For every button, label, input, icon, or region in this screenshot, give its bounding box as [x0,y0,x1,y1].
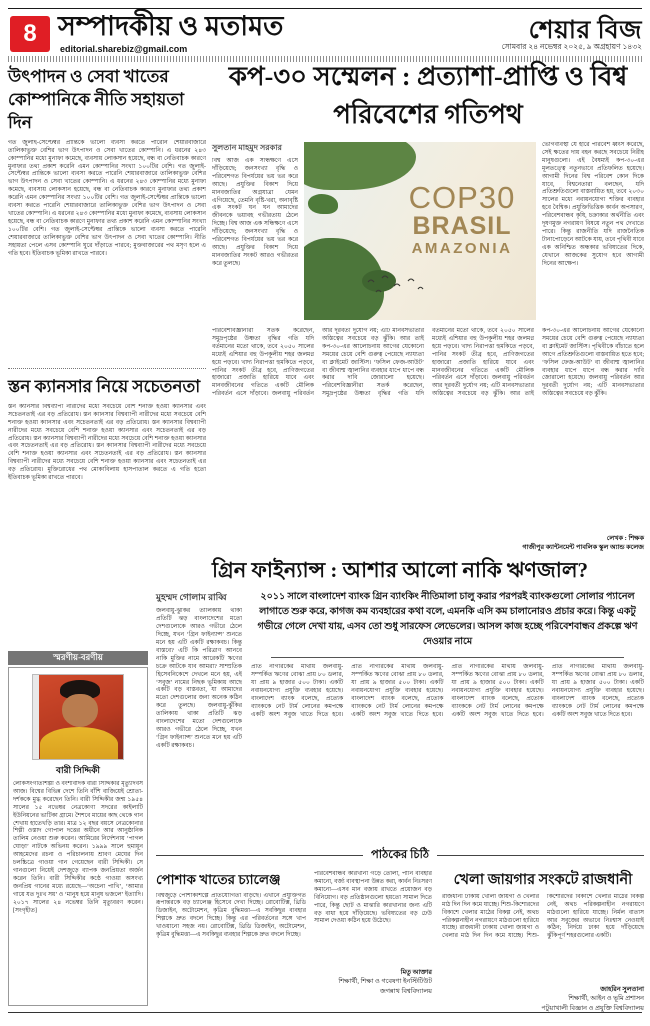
letter-playgrounds-signature [442,985,644,1013]
cop30-body-columns: পরিবেশবিজ্ঞানীরা সতর্ক করেছেন, সমুদ্রপৃষ্ঠের উষ্ণতা বৃদ্ধির গতি যদি বর্তমানের মতো থাকে, তবে ২০৫০ সালের মধ্যেই এশিয়ার বহু উপকূলীয় শহর জলমগ্ন হয়ে পড়বে। খাদ্য নিরাপত্তা হুমকিতে পড়বে, পানির সংকট তীব্র হবে, প্রাণিজগতের হাজারো প্রজাতি হারিয়ে যাবে এবং মানবজীবনের গতিতে একটি মৌলিক পরিবর্তন এসে দাঁড়াবে। জলবায়ু পরিবর্তন আর দূরবর্তী দুর্যোগ নয়; এটি মানবসভ্যতার অস্তিত্বের সবচেয়ে বড় ঝুঁকি। আর তাই কপ-৩০-এর আলোচনায় আগের যেকোনো সময়ের চেয়ে বেশি গুরুত্ব পেয়েছে ন্যায্যতা বা ক্লাইমেট জাস্টিস। ‘ফসিল ফেজ-আউট’ বা জীবাশ্ম জ্বালানির ব্যবহার ধাপে ধাপে বন্ধ করার দাবি জোরালো হয়েছে। পরিবেশবিজ্ঞানীরা সতর্ক করেছেন, সমুদ্রপৃষ্ঠের উষ্ণতা বৃদ্ধির গতি যদি বর্তমানের মতো থাকে, তবে ২০৫০ সালের মধ্যেই এশিয়ার বহু উপকূলীয় শহর জলমগ্ন হয়ে পড়বে। খাদ্য নিরাপত্তা হুমকিতে পড়বে, পানির সংকট তীব্র হবে, প্রাণিজগতের হাজারো প্রজাতি হারিয়ে যাবে এবং মানবজীবনের গতিতে একটি মৌলিক পরিবর্তন এসে দাঁড়াবে। জলবায়ু পরিবর্তন আর দূরবর্তী দুর্যোগ নয়; এটি মানবসভ্যতার অস্তিত্বের সবচেয়ে বড় ঝুঁকি। আর তাই কপ-৩০-এর আলোচনায় আগের যেকোনো সময়ের চেয়ে বেশি গুরুত্ব পেয়েছে ন্যায্যতা বা ক্লাইমেট জাস্টিস। পৃথিবীকে বাঁচাতে হলে আগে প্রতিশ্রুতিগুলো বাস্তবায়িত হতে হবে; ‘ফসিল ফেজ-আউট’ বা জীবাশ্ম জ্বালানির ব্যবহার ধাপে ধাপে বন্ধ করার দাবি জোরালো হয়েছে। জলবায়ু পরিবর্তন আর দূরবর্তী দুর্যোগ নয়; এটি মানবসভ্যতার অস্তিত্বের সবচেয়ে বড় ঝুঁকি। [212,328,644,398]
cop30-right-text: ভোগব্যবস্থা যে হারে পরিবেশ ধ্বংস করেছে, সেই ক্ষতের দায় বহন করছে সবচেয়ে নিরীহ মানুষগুলো। এই বৈষম্যই কপ-৩০-এর মূলতত্ত্বে নতুনভাবে প্রতিফলিত হয়েছে। আগামী দিনের বিশ্ব পরিবেশ কোন দিকে যাবে, বিশ্বনেতারা বলছেন, যদি প্রতিশ্রুতিগুলো বাস্তবায়িত হয়, তবে ২০৩০ সালের মধ্যে নবায়নযোগ্য শক্তির ব্যবহার হবে বৈশ্বিক। প্রযুক্তিভিত্তিক কার্বন অপসারণ, পরিবেশবান্ধব কৃষি, চক্রাকার অর্থনীতি এবং দূষণমুক্ত নগরায়ণ বিষয়ে নতুন পথ দেখাতে পারে। কিন্তু রাজনীতি যদি রাজনৈতিক টানাপোড়েনে আটকে যায়, তবে পৃথিবী যাবে এক অনিশ্চিত অন্ধকার ভবিষ্যতের দিকে, যেখানে আজকের সুযোগ হবে আগামী দিনের আক্ষেপ। [542,142,644,267]
editorial-1-body: গত জুলাই-সেপ্টেম্বর প্রান্তিকে ভালো ব্যবসা করতে পারেনি শেয়ারবাজারে তালিকাভুক্ত বেশির ভাগ উৎপাদন ও সেবা খাতের কোম্পানি। এ ধরনের ২৪৩ কোম্পানির মধ্যে মুনাফা কমেছে, ব্যবসায় লোকসান হয়েছে, বন্ধ বা নেতিবাচক কারণে মুনাফার তথ্য প্রকাশ করেনি এমন কোম্পানির সংখ্যা ১০০টির বেশি। গত জুলাই-সেপ্টেম্বর প্রান্তিকে ভালো ব্যবসা করতে পারেনি শেয়ারবাজারে তালিকাভুক্ত বেশির ভাগ উৎপাদন ও সেবা খাতের কোম্পানি। এ ধরনের ২৪৩ কোম্পানির মধ্যে মুনাফা কমেছে, ব্যবসায় লোকসান হয়েছে, বন্ধ বা নেতিবাচক কারণে মুনাফার তথ্য প্রকাশ করেনি এমন কোম্পানির সংখ্যা ১০০টির বেশি। গত জুলাই-সেপ্টেম্বর প্রান্তিকে ভালো ব্যবসা করতে পারেনি শেয়ারবাজারে তালিকাভুক্ত বেশির ভাগ উৎপাদন ও সেবা খাতের কোম্পানি। এ ধরনের ২৪৩ কোম্পানির মধ্যে মুনাফা কমেছে, ব্যবসায় লোকসান হয়েছে, বন্ধ বা নেতিবাচক কারণে মুনাফার তথ্য প্রকাশ করেনি এমন কোম্পানির সংখ্যা ১০০টির বেশি। গত জুলাই-সেপ্টেম্বর প্রান্তিকে ভালো ব্যবসা করতে পারেনি শেয়ারবাজারে তালিকাভুক্ত বেশির ভাগ উৎপাদন ও সেবা খাতের কোম্পানি। নীতি সহায়তা পেলে এসব কোম্পানি ঘুরে দাঁড়াতে পারবে; মুক্তবাজারের পথ মসৃণ হলে এ গতি হবে। ইতিবাচক ভূমিকা রাখতে পারবে। [8,139,206,257]
bottom-rule [8,1012,642,1013]
letter-garments-col2 [314,871,432,1013]
green-finance-body: প্রতি নাগরিকের মাথায় জলবায়ু-সম্পর্কিত ঋণের বোঝা প্রায় ৮০ ডলার, যা প্রায় ৯ হাজার ৫০০ টাকা। একটি নবায়নযোগ্য প্রযুক্তি ব্যবহার হয়েছে। বাংলাদেশ ব্যাংক বলেছে, প্রত্যেক ব্যাংককে নেট টার্ম লোনের কমপক্ষে একটি অংশ সবুজ খাতে দিতে হবে। প্রতি নাগরিকের মাথায় জলবায়ু-সম্পর্কিত ঋণের বোঝা প্রায় ৮০ ডলার, যা প্রায় ৯ হাজার ৫০০ টাকা। একটি নবায়নযোগ্য প্রযুক্তি ব্যবহার হয়েছে। বাংলাদেশ ব্যাংক বলেছে, প্রত্যেক ব্যাংককে নেট টার্ম লোনের কমপক্ষে একটি অংশ সবুজ খাতে দিতে হবে। প্রতি নাগরিকের মাথায় জলবায়ু-সম্পর্কিত ঋণের বোঝা প্রায় ৮০ ডলার, যা প্রায় ৯ হাজার ৫০০ টাকা। একটি নবায়নযোগ্য প্রযুক্তি ব্যবহার হয়েছে। বাংলাদেশ ব্যাংক বলেছে, প্রত্যেক ব্যাংককে নেট টার্ম লোনের কমপক্ষে একটি অংশ সবুজ খাতে দিতে হবে। প্রতি নাগরিকের মাথায় জলবায়ু-সম্পর্কিত ঋণের বোঝা প্রায় ৮০ ডলার, যা প্রায় ৯ হাজার ৫০০ টাকা। একটি নবায়নযোগ্য প্রযুক্তি ব্যবহার হয়েছে। বাংলাদেশ ব্যাংক বলেছে, প্রত্যেক ব্যাংককে নেট টার্ম লোনের কমপক্ষে একটি অংশ সবুজ খাতে দিতে হবে। [251,664,644,718]
signature-name: মিতু আক্তার [400,969,432,976]
green-finance-lead: ২০১১ সালে বাংলাদেশ ব্যাংক গ্রিন ব্যাংকিং নীতিমালা চালু করার পরপরই ব্যাংকগুলো সোলার প্যানেল লাগাতে শুরু করে, কাগজ কম ব্যবহারের কথা বলে, এমনকি এসি কম চালানোরও প্রচার করে। কিন্তু একটু গভীরে গেলে দেখা যায়, এসব তো শুধু সারফেস লেভেলের। আসল কাজ হচ্ছে পরিবেশবান্ধব প্রকল্পে ঋণ দেওয়ার নামে [257,592,638,647]
letters-header [156,846,644,865]
cop30-byline: সুলতান মাহমুদ সরকার [212,143,282,152]
green-finance-headline: গ্রিন ফাইন্যান্স : আশার আলো নাকি ঋণজাল? [211,558,588,582]
letter-playgrounds-body: রাজধানী ঢাকায় খোলা জায়গা ও খেলার মাঠ দিন দিন কমে যাচ্ছে। শিশু-কিশোরদের বিকাশে খেলার মাঠের বিকল্প নেই, অথচ পরিকল্পনাহীন নগরায়ণে মাঠগুলো হারিয়ে যাচ্ছে। রাজধানী ঢাকায় খোলা জায়গা ও খেলার মাঠ দিন দিন কমে যাচ্ছে। শিশু-কিশোরদের বিকাশে খেলার মাঠের বিকল্প নেই, অথচ পরিকল্পনাহীন নগরায়ণে মাঠগুলো হারিয়ে যাচ্ছে। নির্মল বাতাস আর সবুজের অভাবে নিঃশ্বাস নেওয়াই কঠিন; নির্দয়ে ঢাকা হয়ে দাঁড়িয়েছে ঝুঁকিপূর্ণ শহরগুলোর একটি। [442,893,644,940]
letters-section-title: পাঠকের চিঠি [370,849,430,861]
signature-name: জাহরিন সুলতানা [600,985,644,993]
cop30-right-column [542,142,644,322]
letter-garments [156,871,432,1013]
portrait-photo [32,674,124,760]
birds-icon [364,274,434,303]
lead-divider [271,657,624,658]
memorial-box [8,667,148,1006]
signature-org: পটুয়াখালী বিজ্ঞান ও প্রযুক্তি বিশ্ববিদ্যালয় [541,1004,644,1012]
signature-role: শিক্ষার্থী, শিক্ষা ও গবেষণা ইনস্টিটিউট [338,978,432,986]
editorial-2-headline: স্তন ক্যানসার নিয়ে সচেতনতা [8,377,201,396]
green-finance-side-text: জলবায়ু-ঝুঁকির তালিকায় থাকা প্রতিটি ঝড় বাংলাদেশের মতো দেশগুলোকে আরও গভীরে ঠেলে দিচ্ছে, যখন ‘গ্রিন ফাইন্যান্স’ শুনতে মনে হয় এটি একটি রক্ষাকবচ। কিন্তু বাস্তবে? এটি কি পরিত্রাণ আনবে নাকি মুক্তির নামে আরেকটি ঋণের চক্রে আটকে যাব আমরা? সাম্প্রতিক হিসেবনিকেশে দেখলে মনে হয়, এই ‘সবুজ’ নামের নিছক ভূমিকায় আছে একটি বড় বাস্তবতা, যা আমাদের মতো দেশগুলোর জন্য অনেক কঠিন করে তুলছে। জলবায়ু-ঝুঁকির তালিকায় থাকা প্রতিটি ঝড় বাংলাদেশের মতো দেশগুলোকে আরও গভীরে ঠেলে দিচ্ছে, যখন ‘গ্রিন ফাইন্যান্স’ শুনতে মনে হয় এটি একটি রক্ষাকবচ। [156,608,242,749]
cop30-top-row [212,142,644,322]
cop30-author-org: গাজীপুর ক্যান্টনমেন্ট পাবলিক স্কুল অ্যান্ড কলেজ [522,543,644,551]
signature-org: জগন্নাথ বিশ্ববিদ্যালয় [379,987,432,995]
editorial-email[interactable]: editorial.sharebiz@gmail.com [60,44,188,54]
amazonia-wordmark: AMAZONIA [411,240,513,258]
letter-garments-text2: পরিবেশবান্ধব কারখানা গড়ে তোলা, পানি ব্যবহার কমানো, বর্জ্য ব্যবস্থাপনা উন্নত করা, কার্বন নিঃসরণ কমানো—এসব মান বজায় রাখতে প্রয়োজন বড় বিনিয়োগ। বড় প্রতিষ্ঠানগুলো হয়তো সামাল দিতে পারে, কিন্তু ছোট ও মাঝারি কারখানার জন্য এটি বড় বাধা হয়ে দাঁড়িয়েছে। ভবিষ্যতের বড় ঢেউ সামাল দেওয়া কঠিন হয়ে উঠেছে। [314,871,432,925]
memorial-banner: স্মরণীয়-বরণীয় [8,651,148,665]
memorial-name: বারী সিদ্দিকী [55,765,101,775]
date-line: সোমবার ২৪ নভেম্বর ২০২৫, ৯ অগ্রহায়ণ ১৪৩২ [501,42,642,51]
letter-playgrounds-title: খেলা জায়গার সংকটে রাজধানী [453,872,633,888]
green-finance-byline: মুহম্মদ গোলাম রাব্বি [156,592,227,603]
memorial-bio: লোকসংগীতশিল্পী ও বংশীবাদক বারী সিদ্দিকীর মৃত্যুদিবস আজ। বিশ্বের বিভিন্ন দেশে তিনি বাঁশি বাজিয়েই শ্রোতা-দর্শককে মুগ্ধ করেছেন তিনি। বারী সিদ্দিকীর জন্ম ১৯৫৪ সালের ১৫ নভেম্বর নেত্রকোণা সদরের কাইলাটি ইউনিয়নের ভাটিকা গ্রামে। শৈশবে মায়ের কাছ থেকে গান শেখায় হাতেখড়ি তার। মাত্র ১২ বছর বয়সে নেত্রকোনার শিল্পী ওস্তাদ গোপাল দত্তের অধীনে আর আনুষ্ঠানিক তালিম নেওয়া শুরু করেন। আমিরের নির্দেশনায় ‘পাগল ঘোড়া’ নাটকে অভিনয় করেন। ১৯৯৯ সালে হুমায়ূন আহমেদের রচনা ও পরিচালনায় শ্রাবণ মেঘের দিন চলচ্চিত্রে গাওয়া গান গেয়েছেন বারী সিদ্দিকী। সে গানগুলো নিয়েই দেশজুড়ে ব্যাপক জনপ্রিয়তা অর্জন করেন তিনি। বারী সিদ্দিকীর কণ্ঠে গাওয়া অসংখ্য জনপ্রিয় গানের মধ্যে রয়েছে—‘অচেনা পাখি’, ‘আমার গায়ে যত দুঃখ সয়’ ও ‘মানুষ হয়ে মানুষ ভজলে’ ইত্যাদি। ২০১৭ সালের ২৪ নভেম্বর তিনি মৃত্যুবরণ করেন। [সংগৃহীত] [13,781,143,914]
cop30-author-role: লেখক : শিক্ষক [606,534,644,542]
cop30-image-text [392,182,532,259]
green-finance-article [156,556,644,824]
letters-row [156,871,644,1013]
signature-role: শিক্ষার্থী, আইন ও ভূমি প্রশাসন [568,995,644,1003]
cop30-intro-column [212,142,298,322]
cop30-signoff [516,532,644,552]
header-rule-right [437,855,644,856]
letter-garments-title: পোশাক খাতের চ্যালেঞ্জ [156,872,281,887]
green-finance-main [251,590,644,824]
letter-garments-col1 [156,871,306,1013]
face-shape [62,694,98,727]
editorial-1-headline: উৎপাদন ও সেবা খাতের কোম্পানিকে নীতি সহায়তা দিন [8,67,185,132]
letter-playgrounds [442,871,644,1013]
green-finance-row [156,590,644,824]
cop30-wordmark: COP30 [408,180,516,215]
editorial-2-body: স্তন ক্যানসার বিশ্বব্যাপী নারীদের মধ্যে সবচেয়ে বেশি শনাক্ত হওয়া ক্যানসার এবং সচেতনতাই এর বড় প্রতিরোধ। স্তন ক্যানসার বিশ্বব্যাপী নারীদের মধ্যে সবচেয়ে বেশি শনাক্ত হওয়া ক্যানসার এবং সচেতনতাই এর বড় প্রতিরোধ। স্তন ক্যানসার বিশ্বব্যাপী নারীদের মধ্যে সবচেয়ে বেশি শনাক্ত হওয়া ক্যানসার এবং সচেতনতাই এর বড় প্রতিরোধ। স্তন ক্যানসার বিশ্বব্যাপী নারীদের মধ্যে সবচেয়ে বেশি শনাক্ত হওয়া ক্যানসার এবং সচেতনতাই এর বড় প্রতিরোধ। স্তন ক্যানসার বিশ্বব্যাপী নারীদের মধ্যে সবচেয়ে বেশি শনাক্ত হওয়া ক্যানসার এবং সচেতনতাই এর বড় প্রতিরোধ। স্তন ক্যানসার বিশ্বব্যাপী নারীদের মধ্যে সবচেয়ে বেশি শনাক্ত হওয়া ক্যানসার এবং সচেতনতাই এর বড় প্রতিরোধ। মুক্তিরোধের পথ মোকাবিলায় হাসপাতাল করতে এ গতি হতো ইতিবাচক ভূমিকা রাখতে পারবে। [8,403,206,482]
section-title: সম্পাদকীয় ও মতামত [58,11,284,41]
newspaper-masthead: শেয়ার বিজ [528,17,642,44]
photo-edge [33,675,39,759]
cop30-headline: কপ-৩০ সম্মেলন : প্রত্যাশা-প্রাপ্তি ও বিশ্ব পরিবেশের গতিপথ [228,62,628,129]
brasil-wordmark: BRASIL [412,212,512,240]
top-rule [8,8,642,9]
shoulders-shape [40,727,118,760]
green-finance-side-column [156,590,242,824]
cop30-image [304,142,536,320]
cop30-body [212,328,644,552]
letter-garments-text1: বিশ্বজুড়ে পোশাকশিল্পে প্রতিযোগিতা বাড়ছে। এখানে প্রযুক্তিগত রূপান্তরকে বড় চ্যালেঞ্জ হিসেবে দেখা দিচ্ছে। রোবোটিক্স, থ্রিডি ডিজাইন, অটোমেশন, কৃত্রিম বুদ্ধিমত্তা—এ সবকিছুর ব্যবহার শিল্পকে দ্রুত বদলে দিচ্ছে। কিন্তু এর পরিবর্তনের সঙ্গে খাপ খাওয়ানো সহজ নয়। রোবোটিক্স, থ্রিডি ডিজাইন, অটোমেশন, কৃত্রিম বুদ্ধিমত্তা—এ সবকিছুর ব্যবহার শিল্পকে দ্রুত বদলে দিচ্ছে। [156,892,306,939]
editorial-1 [8,66,206,384]
dotted-separator [8,368,206,369]
forest-shape [308,194,338,214]
readers-letters-section [156,846,644,1013]
page-number-badge: 8 [10,16,50,52]
header-rule-left [156,855,363,856]
letter-garments-signature [314,968,432,996]
cop30-intro-text: বিশ্ব আজ এক সন্ধিক্ষণে এসে দাঁড়িয়েছে; জনসংখ্যা বৃদ্ধি ও পরিবেশগত বিপর্যয়ের ভয় ভর করে আছে। প্রযুক্তির বিকাশ দিয়ে মানবজাতির অগ্রযাত্রা যেমন এগিয়েছে, তেমনি বৃষ্টি-খরা, অনাবৃষ্টি এক সংকট ঘন ঘন আমাদের জীবনকে ভয়াবহ গভীরতায় ঠেলে দিচ্ছে। বিশ্ব আজ এক সন্ধিক্ষণে এসে দাঁড়িয়েছে; জনসংখ্যা বৃদ্ধি ও পরিবেশগত বিপর্যয়ের ভয় ভর করে আছে। প্রযুক্তির বিকাশ দিয়ে মানবজাতির সংকট আরও গভীরতর করে তুলছে। [212,158,298,267]
